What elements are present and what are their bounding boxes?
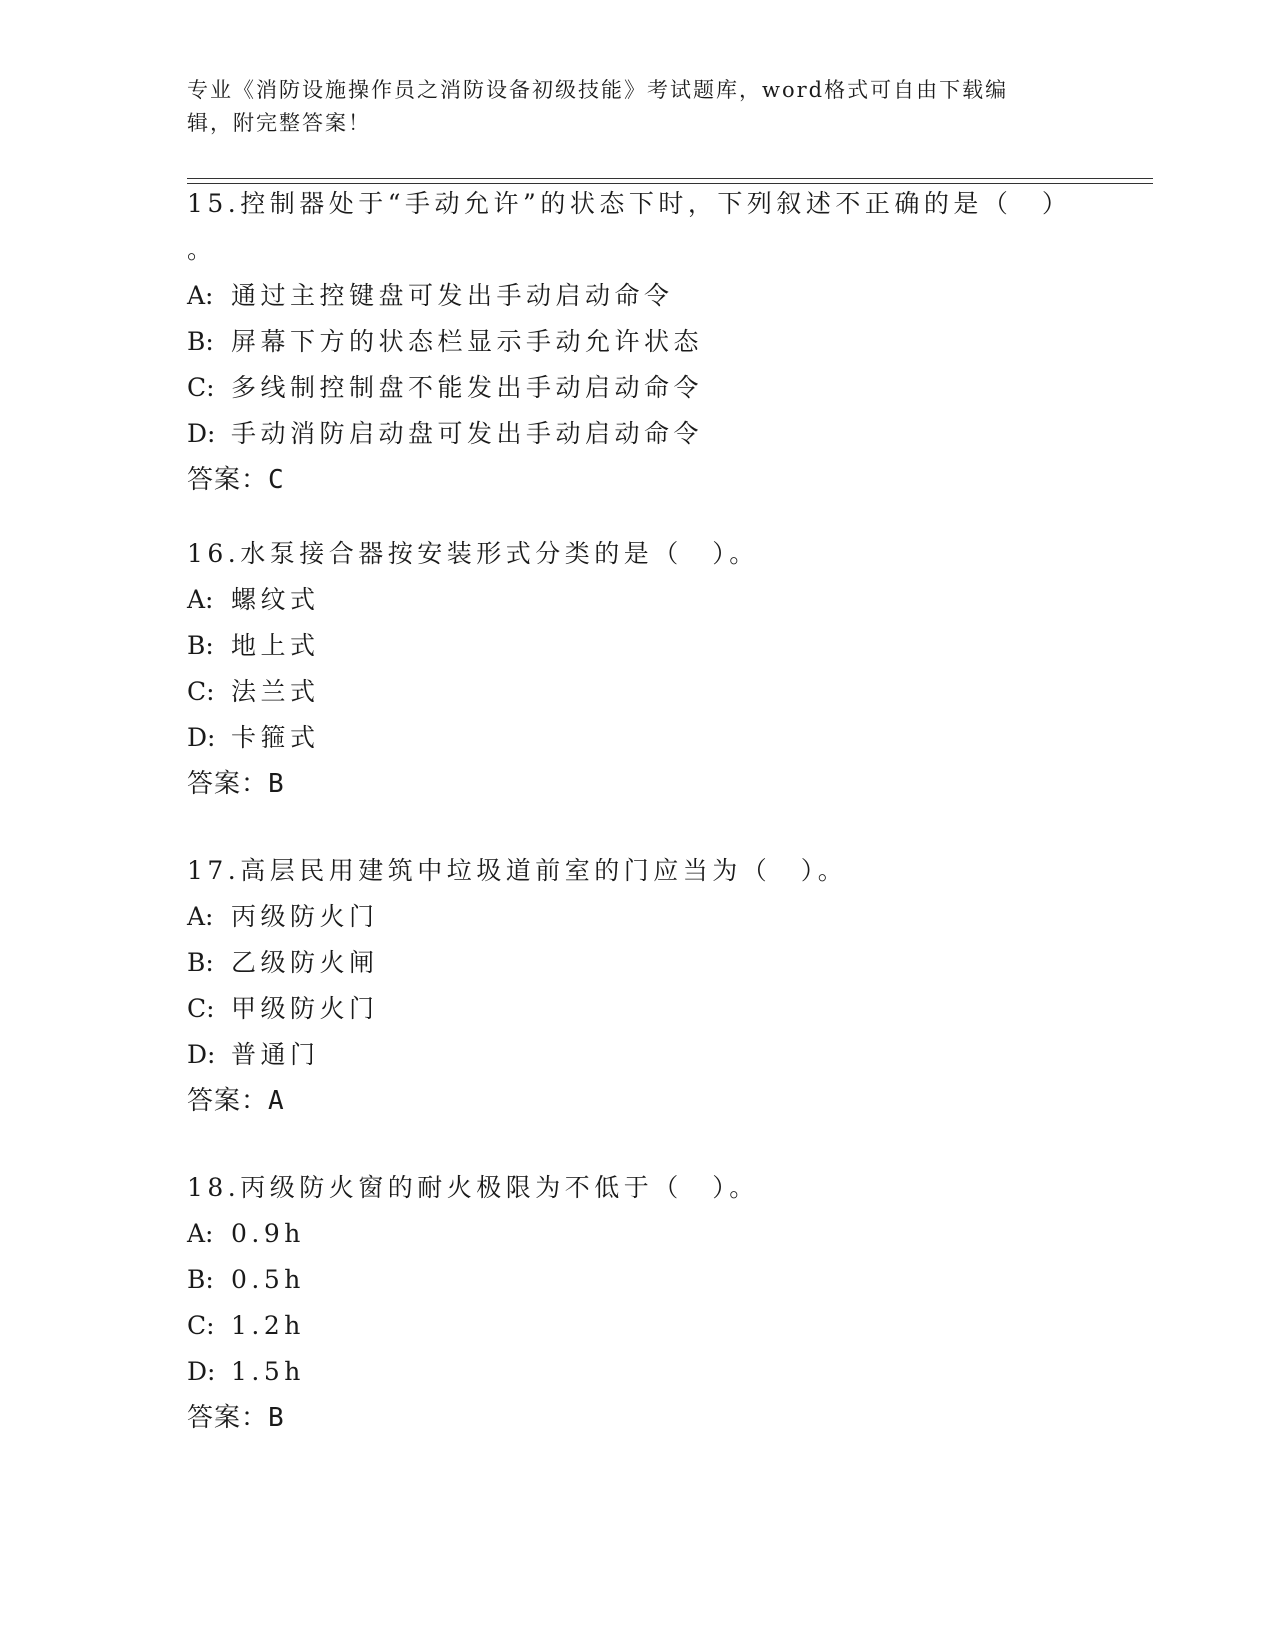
option-letter: C: [187, 677, 215, 706]
option-text: 乙级防火闸 [231, 948, 379, 977]
question-16 [187, 531, 1087, 807]
option-text: 地上式 [231, 631, 320, 660]
option-letter: B: [187, 631, 214, 660]
header-line-1: 专业《消防设施操作员之消防设备初级技能》考试题库，word格式可自由下载编 [187, 78, 1009, 102]
document-header [187, 74, 1067, 140]
option-c [187, 365, 1087, 411]
option-text: 通过主控键盘可发出手动启动命令 [231, 281, 674, 310]
option-text: 1.5h [231, 1357, 305, 1386]
option-b [187, 623, 1087, 669]
option-text: 0.9h [231, 1219, 305, 1248]
answer-line [187, 761, 1087, 807]
option-d [187, 411, 1087, 457]
option-text: 1.2h [231, 1311, 305, 1340]
option-text: 屏幕下方的状态栏显示手动允许状态 [231, 327, 704, 356]
option-b [187, 1257, 1087, 1303]
option-letter: D: [187, 419, 216, 448]
option-text: 手动消防启动盘可发出手动启动命令 [231, 419, 704, 448]
option-letter: A: [187, 585, 214, 614]
question-stem-continued: 。 [187, 235, 217, 264]
header-line-2: 辑，附完整答案！ [187, 111, 371, 135]
option-c [187, 1303, 1087, 1349]
answer-label: 答案： [187, 1086, 269, 1116]
question-18 [187, 1165, 1087, 1441]
question-stem: 16.水泵接合器按安装形式分类的是（ ）。 [187, 539, 759, 568]
option-b [187, 319, 1087, 365]
option-text: 多线制控制盘不能发出手动启动命令 [231, 373, 704, 402]
option-letter: C: [187, 373, 215, 402]
question-15 [187, 181, 1087, 503]
option-text: 0.5h [231, 1265, 305, 1294]
answer-label: 答案： [187, 769, 269, 799]
option-a [187, 577, 1087, 623]
answer-value: B [268, 769, 285, 799]
option-c [187, 669, 1087, 715]
answer-line [187, 457, 1087, 503]
option-letter: D: [187, 723, 216, 752]
option-letter: A: [187, 902, 214, 931]
option-letter: A: [187, 1219, 214, 1248]
option-b [187, 940, 1087, 986]
answer-line [187, 1395, 1087, 1441]
option-d [187, 1349, 1087, 1395]
option-text: 卡箍式 [231, 723, 320, 752]
option-letter: B: [187, 327, 214, 356]
answer-value: A [268, 1086, 285, 1116]
question-stem: 17.高层民用建筑中垃圾道前室的门应当为（ ）。 [187, 856, 848, 885]
question-17 [187, 848, 1087, 1124]
option-d [187, 715, 1087, 761]
answer-line [187, 1078, 1087, 1124]
option-letter: D: [187, 1357, 216, 1386]
question-stem: 18.丙级防火窗的耐火极限为不低于（ ）。 [187, 1173, 759, 1202]
option-d [187, 1032, 1087, 1078]
option-a [187, 894, 1087, 940]
option-a [187, 1211, 1087, 1257]
question-stem: 15.控制器处于“手动允许”的状态下时，下列叙述不正确的是（ ） [187, 189, 1072, 218]
option-letter: C: [187, 1311, 215, 1340]
header-rule-top [187, 178, 1153, 179]
option-letter: C: [187, 994, 215, 1023]
option-text: 丙级防火门 [231, 902, 379, 931]
option-text: 甲级防火门 [231, 994, 379, 1023]
answer-value: B [268, 1403, 285, 1433]
option-letter: B: [187, 948, 214, 977]
answer-value: C [268, 465, 285, 495]
option-a [187, 273, 1087, 319]
option-letter: D: [187, 1040, 216, 1069]
option-text: 螺纹式 [231, 585, 320, 614]
option-text: 法兰式 [231, 677, 320, 706]
option-letter: B: [187, 1265, 214, 1294]
answer-label: 答案： [187, 1403, 269, 1433]
option-c [187, 986, 1087, 1032]
option-letter: A: [187, 281, 214, 310]
answer-label: 答案： [187, 465, 269, 495]
option-text: 普通门 [231, 1040, 320, 1069]
